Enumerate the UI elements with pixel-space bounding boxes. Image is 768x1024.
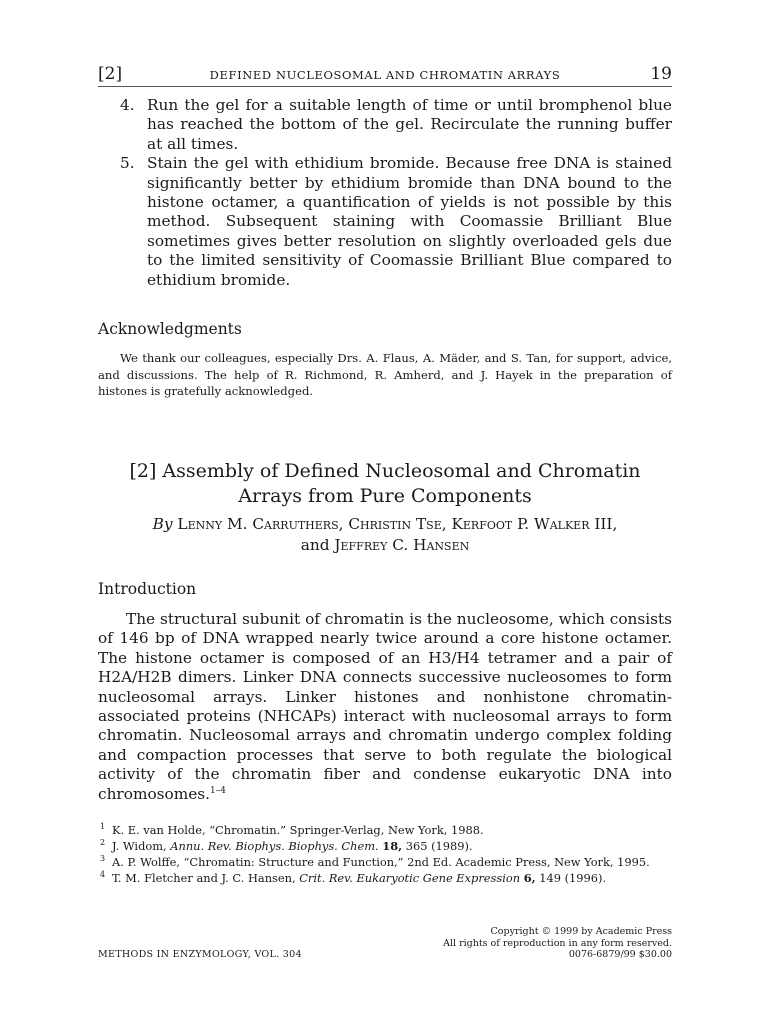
footnote-pages: 149 (1996). [535,871,607,885]
header-running-title: DEFINED NUCLEOSOMAL AND CHROMATIN ARRAYS [209,68,561,82]
step-text: Run the gel for a suitable length of time or until bromphenol blue has reached the bottom of the gel. Recirculate the running buffer at all times. [147,96,672,153]
introduction-paragraph [98,610,672,804]
chapter-title-line-2: Arrays from Pure Components [238,485,532,507]
footnote-volume: 6, [523,871,536,885]
byline-by: By [152,515,173,533]
chapter-title-line-1: [2] Assembly of Defined Nucleosomal and Chromatin [129,460,641,482]
reference-superscript: 1–4 [210,785,226,796]
footnote-pages: 365 (1989). [402,839,473,853]
step-number: 4. [120,96,135,114]
authors-line-1: Lenny M. Carruthers, Christin Tse, Kerfoot P. Walker III, [177,515,618,533]
footnote-text: T. M. Fletcher and J. C. Hansen, [112,871,300,885]
footnote-volume: 18, [382,839,403,853]
header-page-number: 19 [650,64,672,84]
procedure-steps [120,96,672,290]
copyright-line-1: Copyright © 1999 by Academic Press [490,926,672,937]
introduction-text: The structural subunit of chromatin is the nucleosome, which consists of 146 bp of DNA wrapped nearly twice around a core histone octamer. The histone octamer is composed of an H3/H4 tetramer and a pair of H2A/H2B dimers. Linker DNA connects successive nucleosomes to form nucleosomal arrays. Linker histones and nonhistone chromatin-associated proteins (NHCAPs) interact with nucleosomal arrays to form chromatin. Nucleosomal arrays and chromatin undergo complex folding and compaction processes that serve to both regulate the biological activity of the chromatin fiber and condense eukaryotic DNA into chromosomes. [98,610,672,803]
authors-line-2: Jeffrey C. Hansen [334,536,470,554]
step-4 [120,96,672,154]
author-byline [98,514,672,556]
footnote-mark: 2 [100,838,106,847]
acknowledgments-text: We thank our colleagues, especially Drs. A. Flaus, A. Mäder, and S. Tan, for support, advice, and discussions. The help of R. Richmond, R. Amherd, and J. Hayek in the preparation of histones is gratefully acknowledged. [98,351,672,398]
copyright-line-2: All rights of reproduction in any form reserved. [443,937,672,949]
footnote-text: K. E. van Holde, “Chromatin.” Springer-Verlag, New York, 1988. [112,823,484,837]
introduction-heading: Introduction [98,580,197,598]
footnote-mark: 1 [100,822,106,831]
footnote-mark: 3 [100,854,106,863]
header-chapter-number: [2] [98,64,123,84]
acknowledgments-heading: Acknowledgments [98,320,242,338]
journal-volume: METHODS IN ENZYMOLOGY, VOL. 304 [98,949,302,960]
step-text: Stain the gel with ethidium bromide. Because free DNA is stained significantly better by ethidium bromide than DNA bound to the histone octamer, a quantification of yields is not possible by this method. Subsequent staining with Coomassie Brilliant Blue sometimes gives better resolution on slightly overloaded gels due to the limited sensitivity of Coomassie Brilliant Blue compared to ethidium bromide. [147,154,672,289]
byline-and: and [300,536,330,554]
footnote-4 [100,870,672,886]
footnote-mark: 4 [100,870,106,879]
step-number: 5. [120,154,135,173]
footnote-1 [100,822,672,838]
footnote-journal: Annu. Rev. Biophys. Biophys. Chem. [170,839,379,853]
footnote-text: A. P. Wolffe, “Chromatin: Structure and Function,” 2nd Ed. Academic Press, New York, 1995. [112,855,650,869]
footnotes [100,822,672,886]
copyright-notice [443,926,672,961]
footnote-2 [100,838,672,854]
step-5 [120,154,672,290]
footnote-journal: Crit. Rev. Eukaryotic Gene Expression [299,871,521,885]
running-header [98,62,672,87]
footnote-text: J. Widom, [112,839,171,853]
footnote-3 [100,854,672,870]
copyright-line-3: 0076-6879/99 $30.00 [568,949,672,960]
chapter-title [98,459,672,509]
